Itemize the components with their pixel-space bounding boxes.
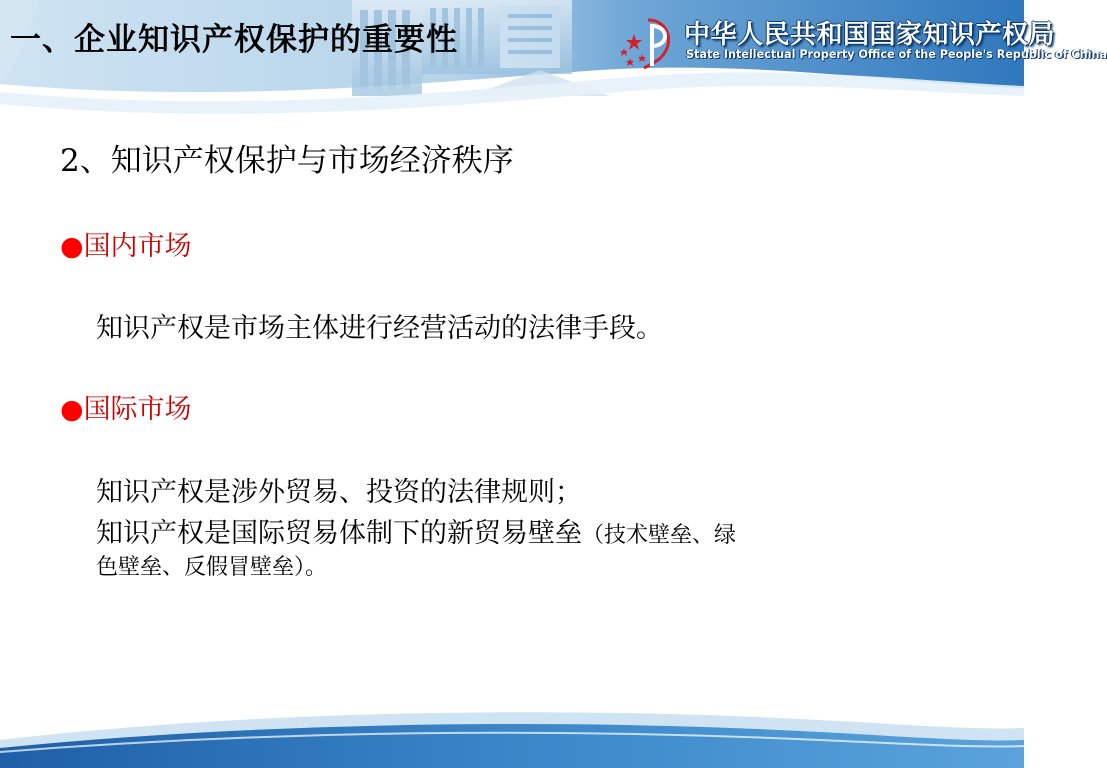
footer-band xyxy=(0,700,1024,768)
bullet-icon: ● xyxy=(60,394,84,425)
deck-title: 一、企业知识产权保护的重要性 xyxy=(10,22,458,58)
international-paragraph-1: 知识产权是涉外贸易、投资的法律规则； xyxy=(96,477,582,508)
market-heading-domestic xyxy=(60,224,192,263)
international-paragraph-2-continued: 色壁垒、反假冒壁垒）。 xyxy=(96,555,328,580)
agency-name-en: State Intellectual Property Office of the People's Republic of China xyxy=(686,48,1107,61)
international-paragraph-2 xyxy=(96,511,736,550)
agency-name: 中华人民共和国国家知识产权局 xyxy=(684,20,1056,50)
section-heading: 2、知识产权保护与市场经济秩序 xyxy=(60,143,514,179)
agency-logo xyxy=(614,8,1107,70)
agency-emblem-icon xyxy=(618,14,680,70)
domestic-paragraph: 知识产权是市场主体进行经营活动的法律手段。 xyxy=(96,313,663,344)
market-label: 国际市场 xyxy=(83,394,192,425)
paragraph-main-text: 知识产权是国际贸易体制下的新贸易壁垒 xyxy=(96,518,582,549)
bullet-icon: ● xyxy=(60,231,84,262)
market-heading-international xyxy=(60,387,192,426)
paragraph-note-text: （技术壁垒、绿 xyxy=(582,523,737,548)
market-label: 国内市场 xyxy=(83,231,192,262)
header-band xyxy=(0,0,1107,130)
